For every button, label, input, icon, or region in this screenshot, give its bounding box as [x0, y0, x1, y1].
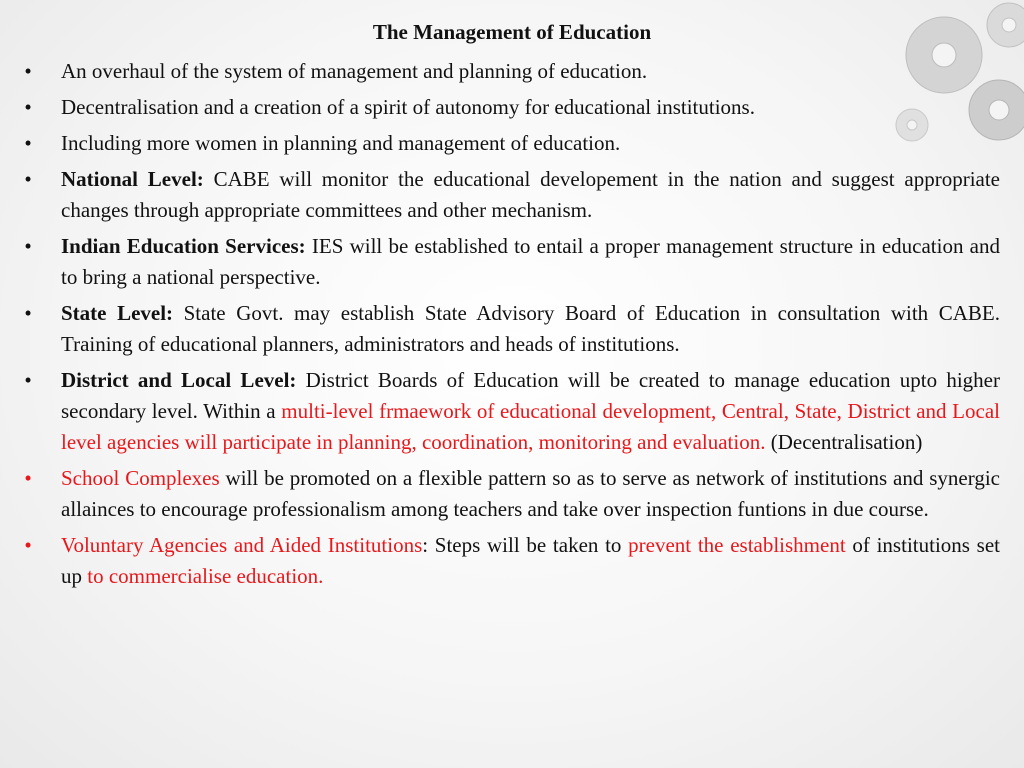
highlight-text: School Complexes — [61, 466, 220, 490]
bullet-lead: National Level: — [61, 167, 204, 191]
bullet-marker: • — [24, 59, 32, 83]
list-item: • An overhaul of the system of management and planning of education. — [20, 56, 1000, 87]
bullet-marker: • — [24, 301, 32, 325]
list-item: • National Level: CABE will monitor the educational developement in the nation and suggest appropriate changes through appropriate committees and other mechanism. — [20, 164, 1000, 226]
bullet-lead: State Level: — [61, 301, 174, 325]
list-item: • Decentralisation and a creation of a spirit of autonomy for educational institutions. — [20, 92, 1000, 123]
slide-title: The Management of Education — [372, 20, 652, 44]
bullet-marker: • — [24, 131, 32, 155]
highlight-text: Voluntary Agencies and Aided Institutions — [61, 533, 423, 557]
bullet-marker: • — [24, 368, 32, 392]
bullet-marker: • — [24, 95, 32, 119]
list-item: • District and Local Level: District Boards of Education will be created to manage education upto higher secondary level. Within a multi-level frmaework of educational development, Central, State, District and Local level agencies will participate in planning, coordination, monitoring and evaluation. (Decentralisation) — [20, 365, 1000, 458]
list-item: • School Complexes will be promoted on a flexible pattern so as to serve as network of institutions and synergic allainces to encourage professionalism among teachers and take over inspection funtions in due course. — [20, 463, 1000, 525]
bullet-marker: • — [24, 234, 32, 258]
bullet-list — [20, 56, 1000, 597]
bullet-lead: Indian Education Services: — [61, 234, 306, 258]
highlight-text: multi-level frmaework of educational development, Central, State, District and Local level agencies will participate in planning, coordination, monitoring and evaluation. — [61, 399, 1000, 454]
bullet-marker: • — [24, 167, 32, 191]
bullet-lead: District and Local Level: — [61, 368, 297, 392]
bullet-marker: • — [24, 466, 32, 490]
highlight-text: prevent the establishment — [628, 533, 846, 557]
list-item: • State Level: State Govt. may establish State Advisory Board of Education in consultation with CABE. Training of educational planners, administrators and heads of institutions. — [20, 298, 1000, 360]
list-item: • Voluntary Agencies and Aided Institutions: Steps will be taken to prevent the establishment of institutions set up to commercialise education. — [20, 530, 1000, 592]
list-item: • Including more women in planning and management of education. — [20, 128, 1000, 159]
highlight-text: to commercialise education. — [87, 564, 324, 588]
bullet-marker: • — [24, 533, 32, 557]
list-item: • Indian Education Services: IES will be established to entail a proper management structure in education and to bring a national perspective. — [20, 231, 1000, 293]
